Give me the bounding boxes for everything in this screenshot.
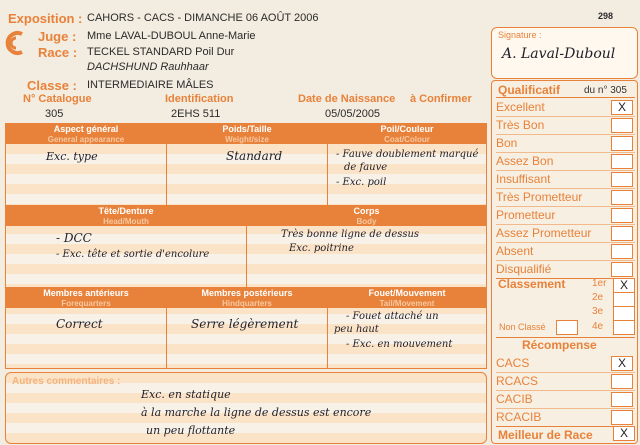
comments-line-2: à la marche la ligne de dessus est encore [141,406,372,419]
place-3: 3e [592,306,604,317]
aspect-header: Aspect général General appearance [6,124,166,144]
poil-text-1: - Fauve doublement marqué [336,149,479,160]
comments-label: Autres commentaires : [12,376,121,387]
place-4-box [613,320,635,335]
recompense-label: Récompense [522,338,597,352]
catalogue-value: 305 [45,108,64,120]
race-value-2: DACHSHUND Rauhhaar [87,61,209,73]
catalogue-label: N° Catalogue [23,93,92,105]
place-4: 4e [592,321,604,332]
fouet-header: Fouet/Mouvement Tail/Movement [328,288,486,308]
corps-header: Corps Body [247,206,486,226]
scc-logo [2,30,28,56]
qual-tres-prometteur: Très Prometteur [496,188,635,207]
rec-rcacib: RCACIB [496,408,635,427]
rec-cacib: CACIB [496,390,635,409]
tete-header: Tête/Denture Head/Mouth [6,206,246,226]
results-panel [491,80,638,444]
tete-text-2: - Exc. tête et sortie d'encolure [56,249,210,260]
race-label: Race : [38,45,78,60]
poids-text: Standard [226,149,283,163]
classe-value: INTERMEDIAIRE MÂLES [87,79,214,91]
exposition-label: Exposition : [8,11,83,26]
page-number: 298 [598,11,614,21]
place-1-box: X [613,278,635,293]
comments-line-1: Exc. en statique [141,388,231,401]
poil-header: Poil/Couleur Coat/Colour [328,124,486,144]
meilleur-box: X [613,426,635,441]
anterieurs-text: Correct [56,317,103,331]
naissance-value: 05/05/2005 [325,108,381,120]
naissance-label: Date de Naissance [298,93,396,105]
fouet-text-1: - Fouet attaché un [346,311,439,322]
confirmer-label: à Confirmer [410,93,472,105]
place-3-box [613,306,635,321]
corps-text-2: Exc. poitrine [289,243,354,254]
posterieurs-header: Membres postérieurs Hindquarters [167,288,327,308]
tete-text-1: - DCC [56,231,92,245]
juge-value: Mme LAVAL-DUBOUL Anne-Marie [87,30,256,42]
signature-text: A. Laval-Duboul [502,46,616,62]
fouet-text-2: peu haut [334,324,379,335]
place-2-box [613,292,635,307]
poil-text-3: - Exc. poil [336,177,387,188]
poil-text-2: de fauve [344,162,388,173]
qual-prometteur: Prometteur [496,206,635,225]
qual-insuffisant: Insuffisant [496,170,635,189]
place-1: 1er [592,278,607,289]
rec-cacs: CACS X [496,354,635,373]
signature-box [491,27,638,79]
anterieurs-header: Membres antérieurs Forequarters [6,288,166,308]
rec-rcacs: RCACS [496,372,635,391]
identification-label: Identification [165,93,234,105]
qual-bon: Bon [496,134,635,153]
qual-assez-bon: Assez Bon [496,152,635,171]
identification-value: 2EHS 511 [171,108,221,120]
comments-box [5,372,487,444]
qual-absent: Absent [496,242,635,261]
exposition-value: CAHORS - CACS - DIMANCHE 06 AOÛT 2006 [87,12,319,24]
non-classe-box [556,320,578,335]
qualificatif-label: Qualificatif [498,83,561,97]
race-value: TECKEL STANDARD Poil Dur [87,46,235,58]
place-2: 2e [592,292,604,303]
qual-disqualifie: Disqualifié [496,260,635,279]
comments-line-3: un peu flottante [146,424,236,437]
juge-label: Juge : [38,29,77,44]
poids-header: Poids/Taille Weight/size [167,124,327,144]
qualificatif-du: du n° 305 [584,85,627,96]
qual-tres-bon: Très Bon [496,116,635,135]
fouet-text-3: - Exc. en mouvement [346,339,453,350]
assessment-grid [5,123,487,369]
qual-excellent: Excellent X [496,98,635,117]
aspect-text: Exc. type [46,150,98,163]
corps-text-1: Très bonne ligne de dessus [281,229,420,240]
non-classe-label: Non Classé [499,322,546,332]
classe-label: Classe : [27,78,77,93]
id-row [5,93,485,121]
signature-label: Signature : [498,30,542,40]
meilleur-label: Meilleur de Race [498,428,593,442]
classement-label: Classement [498,277,566,291]
qual-assez-prometteur: Assez Prometteur [496,224,635,243]
posterieurs-text: Serre légèrement [191,317,299,331]
